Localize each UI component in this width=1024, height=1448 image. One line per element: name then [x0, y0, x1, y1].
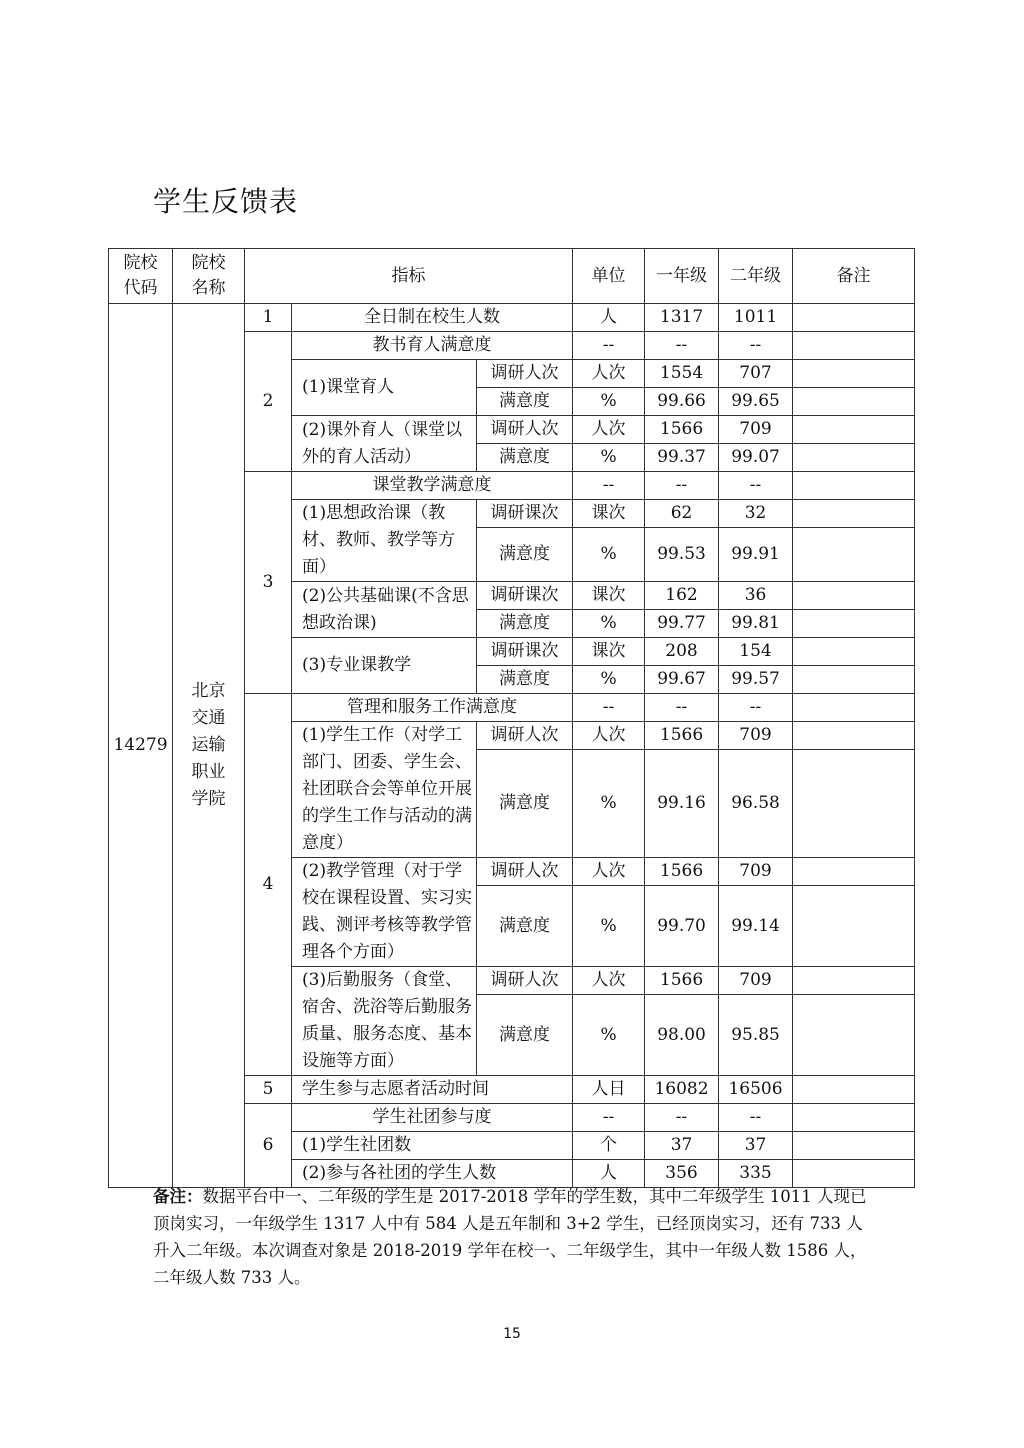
grade2-cell: 37	[719, 1132, 793, 1160]
footnote-label: 备注：	[153, 1187, 203, 1206]
header-remark: 备注	[793, 249, 915, 304]
grade1-cell: 16082	[645, 1076, 719, 1104]
measure-label: 满意度	[477, 528, 573, 582]
sub-indicator-label: (1)课堂育人	[292, 360, 477, 416]
school-name: 北京 交通 运输 职业 学院	[173, 304, 245, 1188]
footnote	[153, 1183, 878, 1291]
grade2-cell: 99.07	[719, 444, 793, 472]
unit-cell: --	[573, 332, 645, 360]
grade1-cell: 208	[645, 638, 719, 666]
measure-label: 满意度	[477, 388, 573, 416]
unit-cell: %	[573, 388, 645, 416]
grade2-cell: 1011	[719, 304, 793, 332]
grade1-cell: 99.16	[645, 750, 719, 858]
grade1-cell: --	[645, 472, 719, 500]
indicator-label: 全日制在校生人数	[292, 304, 573, 332]
grade2-cell: 99.65	[719, 388, 793, 416]
unit-cell: %	[573, 528, 645, 582]
grade2-cell: 99.57	[719, 666, 793, 694]
page-title: 学生反馈表	[153, 185, 299, 218]
grade2-cell: 99.81	[719, 610, 793, 638]
unit-cell: 人次	[573, 967, 645, 995]
row-number: 1	[245, 304, 292, 332]
remark-cell	[793, 886, 915, 967]
remark-cell	[793, 1076, 915, 1104]
header-grade2: 二年级	[719, 249, 793, 304]
grade1-cell: 98.00	[645, 995, 719, 1076]
grade2-cell: 36	[719, 582, 793, 610]
unit-cell: 人次	[573, 858, 645, 886]
grade2-cell: 709	[719, 416, 793, 444]
indicator-label: 课堂教学满意度	[292, 472, 573, 500]
grade1-cell: 99.70	[645, 886, 719, 967]
grade1-cell: 99.77	[645, 610, 719, 638]
header-name: 院校 名称	[173, 249, 245, 304]
measure-label: 调研课次	[477, 500, 573, 528]
indicator-label: 教书育人满意度	[292, 332, 573, 360]
grade2-cell: --	[719, 472, 793, 500]
measure-label: 调研人次	[477, 858, 573, 886]
unit-cell: %	[573, 995, 645, 1076]
unit-cell: %	[573, 610, 645, 638]
sub-indicator-label: (3)后勤服务（食堂、宿舍、洗浴等后勤服务质量、服务态度、基本设施等方面）	[292, 967, 477, 1076]
measure-label: 调研人次	[477, 722, 573, 750]
grade1-cell: 1566	[645, 967, 719, 995]
unit-cell: %	[573, 750, 645, 858]
grade2-cell: --	[719, 694, 793, 722]
grade1-cell: 1566	[645, 858, 719, 886]
header-grade1: 一年级	[645, 249, 719, 304]
remark-cell	[793, 582, 915, 610]
remark-cell	[793, 995, 915, 1076]
header-unit: 单位	[573, 249, 645, 304]
grade2-cell: 709	[719, 722, 793, 750]
footnote-text: 数据平台中一、二年级的学生是 2017-2018 学年的学生数，其中二年级学生 1011 人现已顶岗实习，一年级学生 1317 人中有 584 人是五年制和 3+2 学生，已经顶岗实习，还有 733 人升入二年级。本次调查对象是 2018-2019 学年在校一、二年级学生，其中一年级人数 1586 人，二年级人数 733 人。	[153, 1187, 867, 1287]
unit-cell: --	[573, 472, 645, 500]
grade1-cell: --	[645, 694, 719, 722]
grade1-cell: 162	[645, 582, 719, 610]
grade1-cell: 1566	[645, 416, 719, 444]
remark-cell	[793, 388, 915, 416]
unit-cell: 课次	[573, 582, 645, 610]
grade1-cell: 1566	[645, 722, 719, 750]
grade1-cell: 99.53	[645, 528, 719, 582]
sub-indicator-label: (1)思想政治课（教材、教师、教学等方面）	[292, 500, 477, 582]
grade1-cell: 37	[645, 1132, 719, 1160]
sub-indicator-label: (2)参与各社团的学生人数	[292, 1160, 573, 1188]
header-row	[109, 249, 915, 304]
unit-cell: 人	[573, 1160, 645, 1188]
remark-cell	[793, 444, 915, 472]
sub-indicator-label: (2)课外育人（课堂以外的育人活动）	[292, 416, 477, 472]
header-indicator: 指标	[245, 249, 573, 304]
grade2-cell: 95.85	[719, 995, 793, 1076]
row-number: 5	[245, 1076, 292, 1104]
remark-cell	[793, 304, 915, 332]
remark-cell	[793, 694, 915, 722]
sub-indicator-label: (3)专业课教学	[292, 638, 477, 694]
grade2-cell: 709	[719, 858, 793, 886]
measure-label: 调研人次	[477, 360, 573, 388]
grade2-cell: 709	[719, 967, 793, 995]
sub-indicator-label: (2)公共基础课(不含思想政治课)	[292, 582, 477, 638]
remark-cell	[793, 858, 915, 886]
grade1-cell: 99.67	[645, 666, 719, 694]
remark-cell	[793, 500, 915, 528]
measure-label: 满意度	[477, 444, 573, 472]
remark-cell	[793, 967, 915, 995]
school-code: 14279	[109, 304, 173, 1188]
measure-label: 调研课次	[477, 638, 573, 666]
unit-cell: %	[573, 666, 645, 694]
grade1-cell: --	[645, 1104, 719, 1132]
unit-cell: 人次	[573, 416, 645, 444]
remark-cell	[793, 666, 915, 694]
remark-cell	[793, 750, 915, 858]
row-number: 2	[245, 332, 292, 472]
remark-cell	[793, 360, 915, 388]
grade2-cell: 99.14	[719, 886, 793, 967]
sub-indicator-label: (1)学生工作（对学工部门、团委、学生会、社团联合会等单位开展的学生工作与活动的满意度）	[292, 722, 477, 858]
remark-cell	[793, 416, 915, 444]
remark-cell	[793, 472, 915, 500]
unit-cell: 人次	[573, 360, 645, 388]
remark-cell	[793, 1132, 915, 1160]
page-number: 15	[503, 1326, 521, 1342]
grade2-cell: 99.91	[719, 528, 793, 582]
grade2-cell: --	[719, 332, 793, 360]
unit-cell: 课次	[573, 638, 645, 666]
unit-cell: %	[573, 444, 645, 472]
measure-label: 满意度	[477, 995, 573, 1076]
remark-cell	[793, 610, 915, 638]
measure-label: 调研课次	[477, 582, 573, 610]
grade1-cell: --	[645, 332, 719, 360]
grade2-cell: 16506	[719, 1076, 793, 1104]
remark-cell	[793, 1104, 915, 1132]
measure-label: 满意度	[477, 610, 573, 638]
grade2-cell: 154	[719, 638, 793, 666]
grade2-cell: 96.58	[719, 750, 793, 858]
remark-cell	[793, 638, 915, 666]
grade2-cell: 707	[719, 360, 793, 388]
remark-cell	[793, 332, 915, 360]
remark-cell	[793, 722, 915, 750]
measure-label: 满意度	[477, 666, 573, 694]
grade1-cell: 99.37	[645, 444, 719, 472]
unit-cell: 人次	[573, 722, 645, 750]
sub-indicator-label: (1)学生社团数	[292, 1132, 573, 1160]
row-number: 6	[245, 1104, 292, 1188]
indicator-label: 管理和服务工作满意度	[292, 694, 573, 722]
header-code: 院校 代码	[109, 249, 173, 304]
measure-label: 满意度	[477, 886, 573, 967]
row-number: 4	[245, 694, 292, 1076]
sub-indicator-label: (2)教学管理（对于学校在课程设置、实习实践、测评考核等教学管理各个方面）	[292, 858, 477, 967]
unit-cell: --	[573, 1104, 645, 1132]
unit-cell: 个	[573, 1132, 645, 1160]
unit-cell: 课次	[573, 500, 645, 528]
unit-cell: 人日	[573, 1076, 645, 1104]
grade1-cell: 99.66	[645, 388, 719, 416]
grade1-cell: 356	[645, 1160, 719, 1188]
indicator-label: 学生社团参与度	[292, 1104, 573, 1132]
student-feedback-table	[108, 248, 915, 1188]
grade2-cell: 32	[719, 500, 793, 528]
unit-cell: 人	[573, 304, 645, 332]
unit-cell: --	[573, 694, 645, 722]
measure-label: 满意度	[477, 750, 573, 858]
grade1-cell: 1554	[645, 360, 719, 388]
measure-label: 调研人次	[477, 967, 573, 995]
grade2-cell: 335	[719, 1160, 793, 1188]
grade1-cell: 1317	[645, 304, 719, 332]
unit-cell: %	[573, 886, 645, 967]
grade2-cell: --	[719, 1104, 793, 1132]
table-row	[109, 304, 915, 332]
indicator-label: 学生参与志愿者活动时间	[292, 1076, 573, 1104]
row-number: 3	[245, 472, 292, 694]
remark-cell	[793, 528, 915, 582]
grade1-cell: 62	[645, 500, 719, 528]
measure-label: 调研人次	[477, 416, 573, 444]
